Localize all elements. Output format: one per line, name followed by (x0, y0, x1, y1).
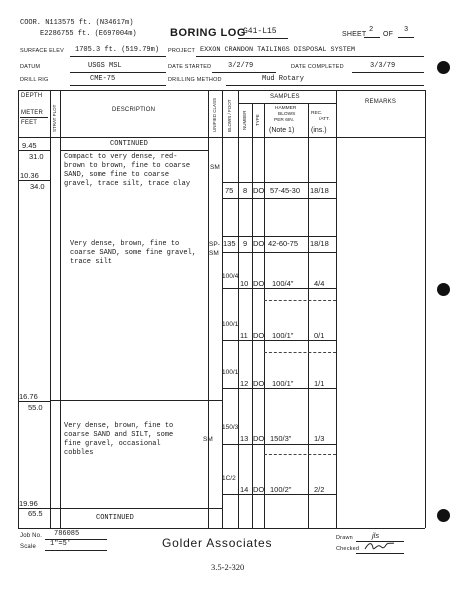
datum-label: DATUM (20, 64, 41, 70)
sample-10-number: 10 (240, 279, 249, 288)
drilling-method-value: Mud Rotary (262, 75, 305, 83)
class-sm-3: SM (203, 436, 213, 443)
datum-value: USGS MSL (88, 62, 122, 70)
sample-12-hammer: 100/1" (272, 379, 294, 388)
meter-header: METER (21, 110, 43, 116)
layer-description-3: Very dense, brown, fine to coarse SAND and SILT, some fine gravel, occasional cobbles (64, 422, 174, 457)
sample-13-hammer: 150/3" (270, 434, 292, 443)
continued-bottom: CONTINUED (96, 514, 134, 522)
hammer-header-1: HAMMER (275, 106, 297, 111)
of-label: OF (383, 31, 394, 38)
class-sp-sm-a: SP- (209, 241, 220, 248)
job-no-value: 786085 (54, 530, 80, 538)
surface-elev-label: SURFACE ELEV (20, 48, 64, 54)
drawn-label: Drawn (336, 535, 353, 541)
project-label: PROJECT (168, 48, 196, 54)
binder-hole-middle (437, 283, 450, 296)
sample-9-blows: 135 (223, 239, 236, 248)
sample-9-number: 9 (243, 239, 248, 248)
drill-rig-label: DRILL RIG (20, 77, 49, 83)
sample-11-number: 11 (240, 331, 248, 340)
type-header: TYPE (255, 114, 260, 126)
depth-ft-4: 65.5 (28, 509, 43, 518)
depth-ft-1: 31.0 (29, 152, 44, 161)
job-no-label: Job No. (20, 533, 43, 539)
date-started-label: DATE STARTED (168, 64, 212, 70)
sample-10-rec: 4/4 (314, 279, 325, 288)
ins-header: (ins.) (311, 127, 327, 134)
boring-log-title: BORING LOG (170, 27, 246, 39)
sample-11-blows: 100/1 (222, 321, 239, 328)
strat-plot-header: STRAT PLOT (52, 104, 57, 132)
sample-9-rec: 18/18 (310, 239, 329, 248)
sample-10-type: DO (253, 279, 265, 288)
project-value: EXXON CRANDON TAILINGS DISPOSAL SYSTEM (200, 46, 355, 54)
sheet-label: SHEET (342, 31, 367, 38)
sample-14-blows: 1C/2 (222, 475, 236, 482)
sample-13-type: DO (253, 434, 265, 443)
hammer-header-2: BLOWS (278, 112, 296, 117)
sample-9-hammer: 42-60-75 (268, 239, 299, 248)
sample-11-hammer: 100/1" (272, 331, 294, 340)
page-reference: 3.5-2-320 (211, 562, 245, 572)
sample-12-blows: 100/1 (222, 369, 239, 376)
samples-header: SAMPLES (270, 94, 300, 100)
blows-per-foot-header: BLOWS / FOOT (227, 99, 232, 132)
drawn-value: jls (372, 531, 380, 540)
sample-8-type: DO (253, 186, 265, 195)
scale-value: 1"=5' (50, 540, 72, 548)
coord-e: E2286755 ft. (E697004m) (40, 30, 137, 38)
binder-hole-top (437, 61, 450, 74)
sample-8-number: 8 (243, 186, 248, 195)
sample-14-rec: 2/2 (314, 485, 325, 494)
sample-14-hammer: 100/2" (270, 485, 292, 494)
sample-13-blows: 150/3 (222, 424, 239, 431)
sample-14-number: 14 (240, 485, 249, 494)
sample-13-rec: 1/3 (314, 434, 325, 443)
sample-10-hammer: 100/4" (272, 279, 294, 288)
binder-hole-bottom (437, 509, 450, 522)
depth-m-3: 16.76 (19, 392, 38, 401)
hammer-header-3: PER 6IN. (274, 118, 294, 123)
sample-12-rec: 1/1 (314, 379, 325, 388)
depth-m-1: 9.45 (22, 141, 37, 150)
sample-10-blows: 100/4 (222, 273, 239, 280)
sample-9-type: DO (253, 239, 265, 248)
unified-class-header: UNIFIED CLASS (212, 97, 217, 132)
att-header: /ATT. (319, 117, 330, 122)
note-header: (Note 1) (269, 127, 295, 134)
depth-ft-3: 55.0 (28, 403, 43, 412)
description-header: DESCRIPTION (112, 107, 156, 113)
date-started-value: 3/2/79 (228, 62, 254, 70)
sample-14-type: DO (253, 485, 265, 494)
class-sm-1: SM (210, 164, 220, 171)
remarks-header: REMARKS (365, 99, 397, 105)
depth-ft-2: 34.0 (30, 182, 45, 191)
continued-top: CONTINUED (110, 140, 148, 148)
sample-13-number: 13 (240, 434, 249, 443)
date-completed-value: 3/3/79 (370, 62, 396, 70)
number-header: NUMBER (242, 110, 247, 130)
rec-header: REC. (311, 111, 323, 116)
feet-header: FEET (21, 120, 38, 126)
class-sp-sm-b: SM (209, 250, 219, 257)
boring-id: G41-L15 (243, 27, 277, 36)
sample-11-type: DO (253, 331, 265, 340)
layer-description-2: Very dense, brown, fine to coarse SAND, some fine gravel, trace silt (70, 240, 197, 266)
scale-label: Scale (20, 544, 37, 550)
sample-8-hammer: 57-45-30 (270, 186, 301, 195)
sheet-total: 3 (404, 26, 409, 34)
surface-elev-value: 1705.3 ft. (519.79m) (75, 46, 160, 54)
sheet-number: 2 (369, 26, 374, 34)
date-completed-label: DATE COMPLETED (291, 64, 344, 70)
coord-n: COOR. N113575 ft. (N34617m) (20, 19, 134, 27)
checked-label: Checked (336, 546, 360, 552)
company-name: Golder Associates (162, 536, 273, 550)
checked-signature (363, 540, 397, 552)
sample-8-rec: 18/18 (310, 186, 329, 195)
layer-description-1: Compact to very dense, red- brown to brown, fine to coarse SAND, some fine to coarse gravel, trace silt, trace clay (64, 153, 191, 188)
depth-m-4: 19.96 (19, 499, 38, 508)
sample-12-type: DO (253, 379, 265, 388)
depth-m-2: 10.36 (20, 171, 39, 180)
depth-header: DEPTH (21, 93, 43, 99)
sample-8-blows: 75 (225, 186, 234, 195)
sample-12-number: 12 (240, 379, 249, 388)
drilling-method-label: DRILLING METHOD (168, 77, 222, 83)
sample-11-rec: 0/1 (314, 331, 325, 340)
drill-rig-value: CME-75 (90, 75, 116, 83)
